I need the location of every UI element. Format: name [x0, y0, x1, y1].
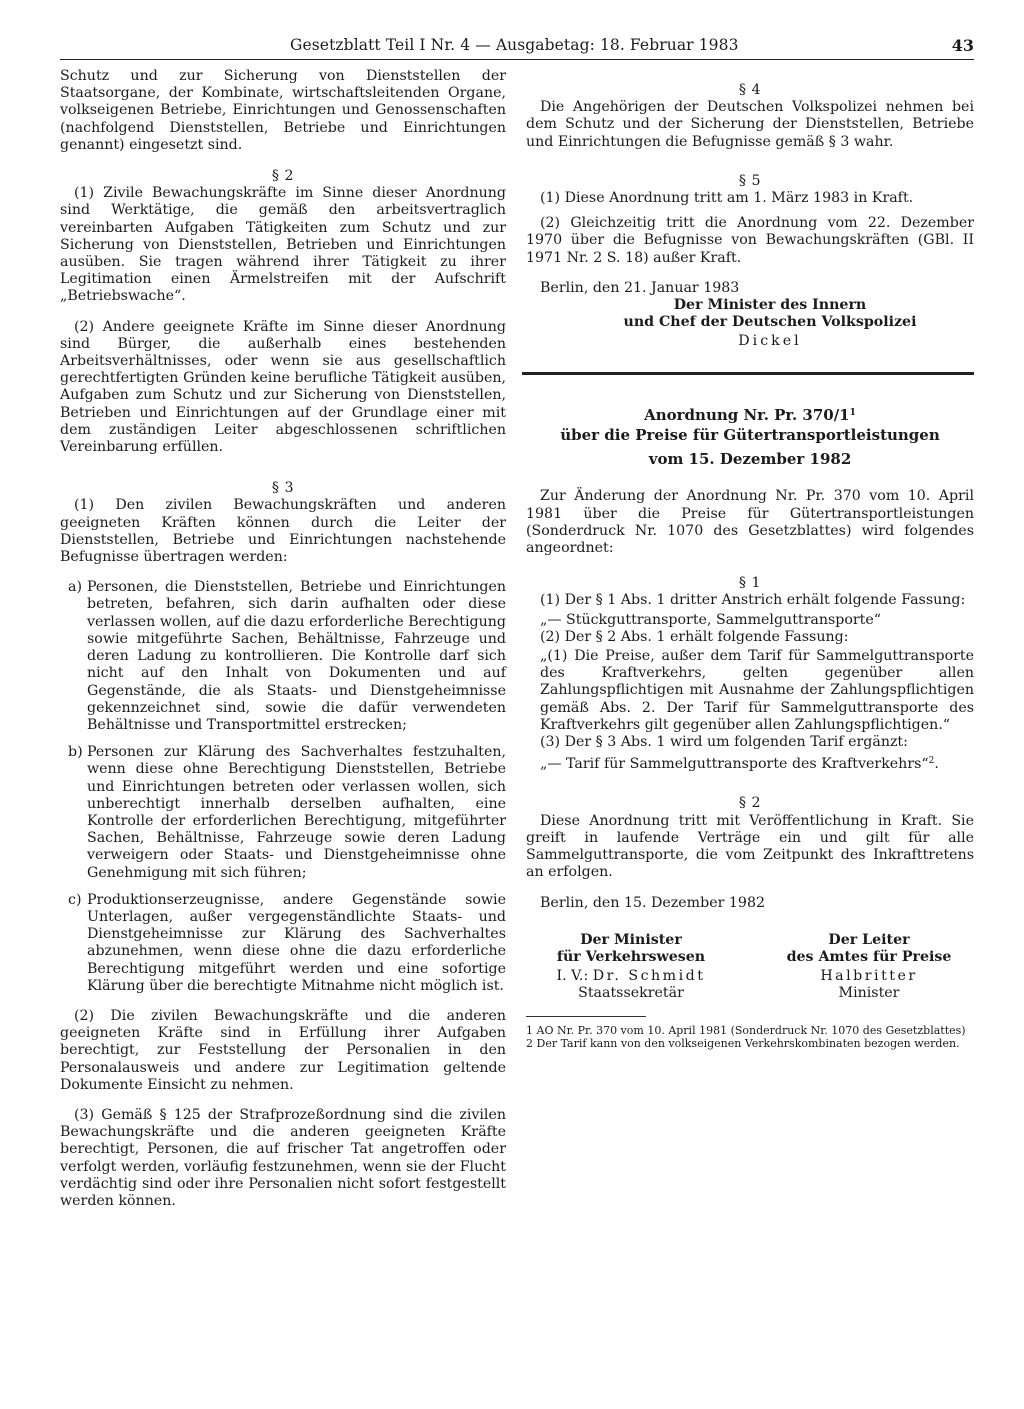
- page-header: [60, 36, 974, 60]
- intro-paragraph: Schutz und zur Sicherung von Dienststellen der Staatsorgane, der Kombinate, wirtschaftsleitenden Organe, volkseigenen Betriebe, Einrichtungen und Genossenschaften (nachfolgend Dienststellen, Betriebe und Einrichtungen genannt) eingesetzt sind.: [60, 68, 506, 153]
- list-item: [60, 744, 506, 882]
- signature-prefix: I. V.:: [556, 967, 589, 984]
- header-title: Gesetzblatt Teil I Nr. 4 — Ausgabetag: 18. Februar 1983: [290, 36, 739, 54]
- ordinance-intro: Zur Änderung der Anordnung Nr. Pr. 370 vom 10. April 1981 über die Preise für Gütertransportleistungen (Sonderdruck Nr. 1070 des Gesetzblattes) wird folgendes angeordnet:: [526, 488, 974, 557]
- ordinance-s2-paragraph-1: Diese Anordnung tritt mit Veröffentlichung in Kraft. Sie greift in laufende Verträge ein und gilt für alle Sammelguttransporte, die vom Zeitpunkt des Inkrafttretens an erfolgen.: [526, 812, 974, 881]
- signature-block-transport: [526, 932, 736, 1002]
- signature-title-line: Der Minister: [580, 931, 682, 948]
- ordinance-s1-paragraph-3: (3) Der § 3 Abs. 1 wird um folgenden Tarif ergänzt:: [540, 734, 908, 751]
- sec2-paragraph-1: (1) Zivile Bewachungskräfte im Sinne dieser Anordnung sind Werktätige, die gemäß den arbeitsvertraglich vereinbarten Aufgaben Tätigkeiten zum Schutz und zur Sicherung von Dienststellen, Betrieben und Einrichtungen ausüben. Sie tragen während ihrer Tätigkeit zu ihrer Legitimation einen Ärmelstreifen mit der Aufschrift „Betriebswache“.: [60, 185, 506, 305]
- signature-title-line: Der Leiter: [828, 931, 910, 948]
- ordinance-section-heading-1: § 1: [738, 575, 762, 592]
- signature-row: [526, 932, 974, 1002]
- ordinance-title-footnote-mark: 1: [849, 408, 856, 419]
- footnote-rule: [526, 1016, 646, 1017]
- ordinance-s1-quote-3: [526, 753, 974, 773]
- signature-name-text: Dr. Schmidt: [592, 967, 706, 984]
- section-heading-2: § 2: [271, 168, 295, 185]
- signature-role: Staatssekretär: [578, 984, 684, 1001]
- signature-name: [526, 968, 736, 985]
- sec3-paragraph-2: (2) Die zivilen Bewachungskräfte und die anderen geeigneten Kräfte sind in Erfüllung ihrer Aufgaben berechtigt, zur Feststellung der Personalien in den Personalausweis und andere zur Legitimation geltende Dokumente Einsicht zu nehmen.: [60, 1007, 506, 1093]
- sec5-paragraph-2: (2) Gleichzeitig tritt die Anordnung vom 22. Dezember 1970 über die Befugnisse von Bewachungskräften (GBl. II 1971 Nr. 2 S. 18) außer Kraft.: [526, 215, 974, 266]
- list-item-label: c): [68, 891, 82, 908]
- signature-title-line: Der Minister des Innern: [673, 297, 867, 314]
- ordinance-date: vom 15. Dezember 1982: [648, 450, 852, 469]
- footnote-2: 2 Der Tarif kann von den volkseigenen Verkehrskombinaten bezogen werden.: [526, 1036, 960, 1050]
- signature-title-1: [566, 297, 974, 331]
- section-heading-5: § 5: [738, 172, 762, 189]
- signature-block-prices: [764, 932, 974, 1002]
- signature-title-line: des Amtes für Preise: [786, 948, 952, 965]
- left-column: [60, 68, 506, 1223]
- sec5-paragraph-1: (1) Diese Anordnung tritt am 1. März 1983 in Kraft.: [540, 190, 914, 207]
- sec2-paragraph-2: (2) Andere geeignete Kräfte im Sinne dieser Anordnung sind Bürger, die außerhalb eines bestehenden Arbeitsverhältnisses, oder wenn sie aus gesellschaftlich gerechtfertigten Gründen keine berufliche Tätigkeit ausüben, Aufgaben zum Schutz und zur Sicherung von Dienststellen, Betrieben und Einrichtungen auf der Grundlage einer mit dem zuständigen Leiter abgeschlossenen schriftlichen Vereinbarung erfüllen.: [60, 318, 506, 456]
- header-rule: [60, 59, 974, 60]
- section-divider: [522, 372, 974, 375]
- quote-end: .: [934, 756, 939, 773]
- signature-title-line: und Chef der Deutschen Volkspolizei: [623, 314, 917, 331]
- ordinance-title-line2: über die Preise für Gütertransportleistungen: [560, 426, 940, 445]
- footnote-mark: 2: [928, 756, 935, 767]
- list-item-text: Personen, die Dienststellen, Betriebe und Einrichtungen betreten, befahren, sich darin aufhalten oder diese verlassen wollen, auf die dazu erforderliche Berechtigung sowie mitgeführte Sachen, Behältnisse, Fahrzeuge und deren Ladung zu kontrollieren. Die Kontrolle darf sich nicht auf den Inhalt von Dokumenten und auf Gegenstände, die als Staats- und Dienstgeheimnisse gekennzeichnet sind, sowie die dafür verwendeten Behältnisse und Transportmittel erstrecken;: [87, 579, 506, 733]
- right-column: [526, 68, 974, 1050]
- place-date-1: Berlin, den 21. Januar 1983: [540, 279, 740, 296]
- ordinance-s1-quote-1: „— Stückguttransporte, Sammelguttransporte“: [540, 611, 882, 628]
- signature-title-line: für Verkehrswesen: [556, 948, 706, 965]
- list-item-label: a): [68, 579, 82, 596]
- ordinance-title-line1: Anordnung Nr. Pr. 370/1: [644, 406, 850, 425]
- powers-list: [60, 579, 506, 995]
- ordinance-s1-paragraph-1: (1) Der § 1 Abs. 1 dritter Anstrich erhält folgende Fassung:: [540, 592, 966, 609]
- signature-name: [764, 968, 974, 985]
- ordinance-title: [526, 403, 974, 445]
- sec3-paragraph-1: (1) Den zivilen Bewachungskräften und anderen geeigneten Kräften können durch die Leiter der Dienststellen, Betriebe und Einrichtungen nachstehende Befugnisse übertragen werden:: [60, 497, 506, 566]
- page-number: 43: [951, 36, 974, 55]
- place-date-2: Berlin, den 15. Dezember 1982: [540, 894, 766, 911]
- section-heading-4: § 4: [738, 82, 762, 98]
- list-item-label: b): [68, 744, 83, 761]
- quote-text: „— Tarif für Sammelguttransporte des Kraftverkehrs“: [540, 756, 929, 773]
- sec4-paragraph-1: Die Angehörigen der Deutschen Volkspolizei nehmen bei dem Schutz und der Sicherung der Dienststellen, Betriebe und Einrichtungen die Befugnisse gemäß § 3 wahr.: [526, 99, 974, 150]
- section-heading-3: § 3: [271, 480, 295, 497]
- footnote-1: 1 AO Nr. Pr. 370 vom 10. April 1981 (Sonderdruck Nr. 1070 des Gesetzblattes): [526, 1024, 966, 1038]
- signature-role: Minister: [838, 984, 900, 1001]
- list-item: [60, 579, 506, 734]
- sec3-paragraph-3: (3) Gemäß § 125 der Strafprozeßordnung sind die zivilen Bewachungskräfte und die anderen geeigneten Kräfte berechtigt, Personen, die auf frischer Tat angetroffen oder verfolgt werden, vorläufig festzunehmen, wenn sie der Flucht verdächtig sind oder ihre Personalien nicht sofort festgestellt werden können.: [60, 1106, 506, 1209]
- list-item-text: Personen zur Klärung des Sachverhaltes festzuhalten, wenn diese ohne Berechtigung Dienststellen, Betriebe und Einrichtungen betreten oder verlassen wollen, sich unberechtigt innerhalb derselben aufhalten, eine Kontrolle der erforderlichen Berechtigung, mitgeführter Sachen, Behältnisse, Fahrzeuge sowie deren Ladung verweigern oder Staats- und Dienstgeheimnisse ohne Genehmigung mit sich führen;: [87, 744, 506, 881]
- signature-name-1: Dickel: [738, 333, 802, 350]
- list-item-text: Produktionserzeugnisse, andere Gegenstände sowie Unterlagen, außer vergegenständlichte Staats- und Dienstgeheimnisse zur Klärung des Sachverhaltes abzunehmen, wenn diese ohne die dazu erforderliche Berechtigung mitgeführt werden und eine sofortige Klärung über die berechtigte Mitnahme nicht möglich ist.: [87, 891, 506, 994]
- ordinance-s1-quote-2: „(1) Die Preise, außer dem Tarif für Sammelguttransporte des Kraftverkehrs, gelten gegenüber allen Zahlungspflichtigen mit Ausnahme der Zahlungspflichtigen gemäß Abs. 2. Der Tarif für Sammelguttransporte des Kraftverkehrs gilt gegenüber allen Zahlungspflichtigen.“: [540, 648, 974, 733]
- ordinance-section-heading-2: § 2: [738, 795, 762, 812]
- signature-name-text: Halbritter: [820, 967, 918, 984]
- ordinance-s1-paragraph-2: (2) Der § 2 Abs. 1 erhält folgende Fassung:: [540, 628, 849, 645]
- list-item: [60, 892, 506, 995]
